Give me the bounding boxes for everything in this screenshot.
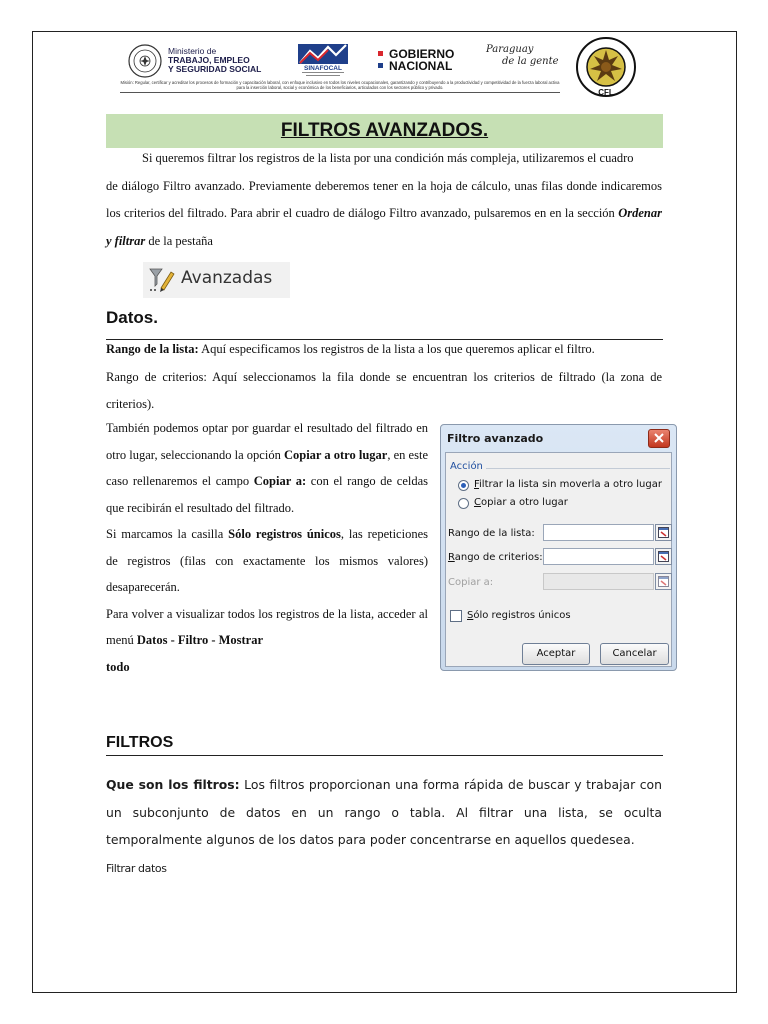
cfl-label: CFL — [598, 88, 614, 97]
left-text-1: También podemos optar por guardar el resultado del filtrado en otro lugar, seleccionando la opción — [106, 421, 428, 462]
filtros-paragraph — [106, 771, 662, 882]
solo-registros-unicos-checkbox[interactable] — [450, 610, 462, 622]
rango-criterios-label — [448, 552, 543, 563]
header-rule — [120, 92, 560, 93]
left-bold-copiar-a: Copiar a: — [253, 474, 307, 488]
radio-copiar-text: opiar a otro lugar — [480, 497, 568, 508]
left-bold-todo: todo — [106, 659, 130, 674]
intro-line-1: Si queremos filtrar los registros de la lista por una condición más compleja, utilizaremos el cuadro — [142, 151, 634, 165]
gobierno-line-1: GOBIERNO — [389, 47, 455, 61]
accion-group-label: Acción — [450, 461, 483, 472]
left-text-4: Si marcamos la casilla — [106, 527, 229, 541]
range-select-icon — [658, 527, 669, 538]
aceptar-button[interactable]: Aceptar — [522, 643, 590, 665]
copiar-a-input[interactable] — [543, 573, 654, 590]
rango-criterios-text: Rango de criterios: Aquí seleccionamos la fila donde se encuentran los criterios de filtrado (la zona de criterios). — [106, 369, 662, 411]
intro-paragraph — [106, 145, 662, 255]
left-text-3: con el rango de celdas que recibirán el resultado del filtrado. — [106, 474, 429, 515]
filtros-text: Los filtros proporcionan una forma rápida de buscar y trabajar con un subconjunto de datos en un rango o tabla. Al filtrar una lista, se oculta temporalmente algunos de los datos para poder concentrarse en aquellos quedesea. — [106, 777, 662, 847]
ministry-name — [168, 47, 261, 74]
radio-copiar-otro-lugar[interactable] — [458, 498, 469, 509]
rango-criterios-input[interactable] — [543, 548, 654, 565]
avanzadas-ribbon-button[interactable] — [143, 262, 290, 298]
ministry-line-1: Ministerio de — [168, 46, 217, 56]
rango-criterios-accel: R — [448, 552, 455, 563]
dialog-title: Filtro avanzado — [447, 432, 544, 445]
ministry-line-2: TRABAJO, EMPLEO — [168, 55, 250, 65]
paraguay-de-la-gente-logo — [486, 44, 559, 68]
rango-lista-input[interactable] — [543, 524, 654, 541]
rango-criterios-ref-button[interactable] — [655, 548, 672, 565]
blue-square-icon — [378, 63, 383, 68]
rango-lista-text: Aquí especificamos los registros de la lista a los que queremos aplicar el filtro. — [198, 342, 595, 356]
intro-text: de diálogo Filtro avanzado. Previamente deberemos tener en la hoja de cálculo, unas filas donde indicaremos los criterios del filtrado. Para abrir el cuadro de diálogo Filtro avanzado, pulsaremos en en la sección — [106, 178, 662, 220]
copiar-a-label: Copiar a: — [448, 577, 494, 588]
close-icon — [654, 433, 664, 443]
accion-group-line — [486, 468, 670, 469]
rango-criterios-text: ango de criterios: — [454, 552, 543, 563]
range-select-icon — [658, 551, 669, 562]
checkbox-text: ólo registros únicos — [473, 610, 571, 621]
checkbox-accel: S — [467, 610, 474, 621]
filtro-avanzado-dialog — [440, 424, 677, 671]
ministry-line-3: Y SEGURIDAD SOCIAL — [168, 64, 262, 74]
ministry-seal-icon — [128, 44, 162, 78]
range-select-icon — [658, 576, 669, 587]
left-bold-solo-registros: Sólo registros únicos — [228, 527, 341, 541]
paraguay-line-1: Paraguay — [486, 44, 534, 55]
left-text-2: , en este caso rellenaremos el campo — [106, 447, 428, 488]
left-bold-menu-path: Datos - Filtro - Mostrar — [136, 633, 264, 647]
copiar-a-ref-button[interactable] — [655, 573, 672, 590]
datos-paragraph — [106, 336, 662, 419]
gobierno-nacional-logo — [378, 48, 454, 72]
heading-datos: Datos. — [106, 308, 158, 327]
mission-statement: Misión: Regular, certificar y acreditar los procesos de formación y capacitación laboral, con enfoque inclusivo en todos los niveles ocupacionales, garantizando y contribuyendo a la productividad y competitividad de la fuerza laboral activa para la inserción laboral, social y económica de los beneficiarios, articulados con los sectores público y privado. — [120, 80, 560, 90]
dialog-body — [445, 452, 672, 667]
intro-bold-ordenar: Ordenar y filtrar — [106, 206, 662, 248]
cfl-seal-icon — [572, 36, 642, 100]
heading-filtros: FILTROS — [106, 734, 174, 751]
filtrar-datos-text: Filtrar datos — [106, 861, 167, 875]
left-bold-copiar-otro: Copiar a otro lugar — [283, 447, 388, 462]
rango-lista-label: Rango de la lista: — [448, 528, 535, 539]
rango-lista-ref-button[interactable] — [655, 524, 672, 541]
sinafocal-logo-icon — [296, 41, 350, 79]
radio-filtrar-label — [474, 479, 662, 490]
left-text-6: Para volver a visualizar todos los registros de la lista, acceder al menú — [106, 606, 428, 647]
advanced-filter-icon — [147, 266, 177, 294]
radio-filtrar-accel: F — [474, 479, 480, 490]
red-square-icon — [378, 51, 383, 56]
intro-text-end: de la pestaña — [145, 233, 213, 248]
cancelar-button[interactable]: Cancelar — [600, 643, 669, 665]
radio-copiar-label — [474, 497, 568, 508]
letterhead — [120, 38, 650, 98]
filtros-rule — [106, 755, 663, 756]
radio-copiar-accel: C — [474, 497, 481, 508]
sinafocal-label: SINAFOCAL — [304, 65, 342, 72]
title-band — [106, 114, 663, 148]
solo-registros-unicos-label — [467, 610, 571, 621]
close-button[interactable] — [648, 429, 670, 448]
left-text-5: , las repeticiones de registros (filas con exactamente los mismos valores) desaparecerán. — [106, 527, 428, 594]
page-title: FILTROS AVANZADOS. — [280, 120, 489, 141]
radio-filtrar-lista[interactable] — [458, 480, 469, 491]
gobierno-line-2: NACIONAL — [389, 59, 453, 73]
rango-lista-bold: Rango de la lista: — [106, 342, 199, 356]
avanzadas-label: Avanzadas — [181, 268, 273, 288]
copiar-paragraph — [106, 415, 428, 680]
radio-filtrar-text: iltrar la lista sin moverla a otro lugar — [479, 479, 662, 490]
paraguay-line-2: de la gente — [502, 56, 559, 67]
filtros-bold: Que son los filtros: — [106, 777, 240, 792]
